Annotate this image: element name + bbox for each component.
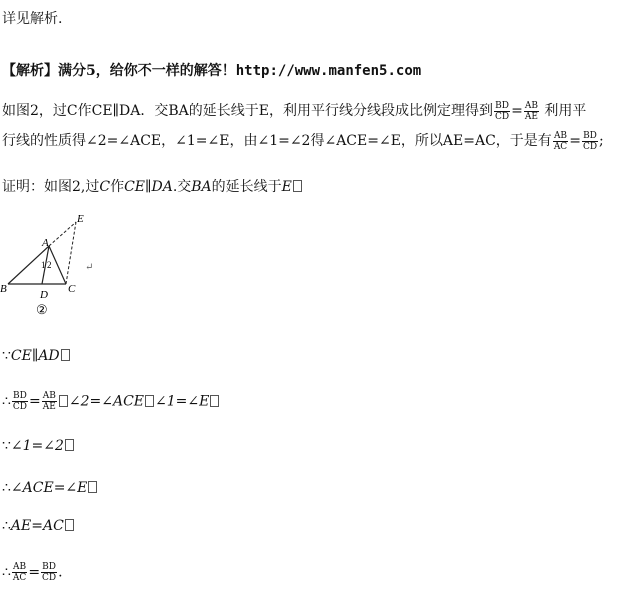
figure-caption: ②	[36, 302, 48, 317]
therefore-symbol: ∴	[2, 518, 11, 534]
therefore-symbol: ∴	[2, 393, 11, 410]
segment-ce	[66, 222, 76, 284]
fraction-bd-cd: $\frac{BD}{CD}$	[494, 100, 510, 122]
analysis-url: http://www.manfen5.com	[235, 63, 422, 79]
fraction-ab-ae: $\frac{AB}{AE}$	[524, 100, 538, 122]
analysis-line-1: 如图2，过C作CE∥DA．交BA的延长线于E，利用平行线分线段成比例定理得到 $\frac{BD}{CD}$ = $\frac{AB}{AE}$ 利用平	[2, 100, 587, 122]
therefore-symbol: ∴	[2, 564, 11, 581]
label-e: E	[77, 213, 84, 225]
fraction-ab-ac: $\frac{AB}{AC}$	[553, 130, 568, 152]
analysis-heading	[2, 60, 421, 80]
analysis-text-1: 如图2，过C作CE∥DA．交BA的延长线于E，利用平行线分线段成比例定理得到	[2, 103, 493, 119]
angle-label-2: 2	[47, 260, 52, 270]
proof-step-6: ∴ $\frac{AB}{AC}$ = $\frac{BD}{CD}$ .	[2, 562, 63, 583]
analysis-text-2: 利用平	[539, 103, 587, 119]
angle-label-1: 1	[41, 260, 46, 270]
analysis-slogan: 满分5，给你不一样的解答！	[58, 63, 236, 79]
label-d: D	[40, 289, 48, 301]
segment-ac	[49, 246, 66, 284]
analysis-text-3: 行线的性质得∠2=∠ACE，∠1=∠E，由∠1=∠2得∠ACE=∠E，所以AE=AC，于是有	[2, 133, 552, 149]
proof-step-3: ∵∠1=∠2	[2, 438, 75, 454]
answer-note: 详见解析.	[2, 11, 63, 27]
proof-intro: 证明：如图2,过C作CE∥DA.交BA的延长线于E	[2, 176, 303, 196]
label-b: B	[0, 283, 7, 295]
proof-step-1: ∵CE∥AD	[2, 348, 71, 364]
because-symbol: ∵	[2, 438, 11, 454]
label-a: A	[42, 237, 49, 249]
label-c: C	[68, 283, 76, 295]
therefore-symbol: ∴	[2, 480, 11, 496]
analysis-line-2: 行线的性质得∠2=∠ACE，∠1=∠E，由∠1=∠2得∠ACE=∠E，所以AE=AC，于是有 $\frac{AB}{AC}$ = $\frac{BD}{CD}$ ;	[2, 130, 604, 152]
proof-step-5: ∴AE=AC	[2, 518, 75, 534]
triangle-figure	[0, 210, 120, 320]
return-mark: ↵	[85, 262, 94, 273]
analysis-tag: 【解析】	[2, 63, 58, 79]
fraction-bd-cd-2: $\frac{BD}{CD}$	[582, 130, 598, 152]
because-symbol: ∵	[2, 348, 11, 364]
missing-glyph-box	[293, 180, 302, 192]
proof-step-2: ∴ $\frac{BD}{CD}$ = $\frac{AB}{AE}$ ∠2=∠ACE ∠1=∠E	[2, 391, 220, 412]
proof-step-4: ∴∠ACE=∠E	[2, 480, 98, 496]
extension-ae	[49, 222, 76, 246]
